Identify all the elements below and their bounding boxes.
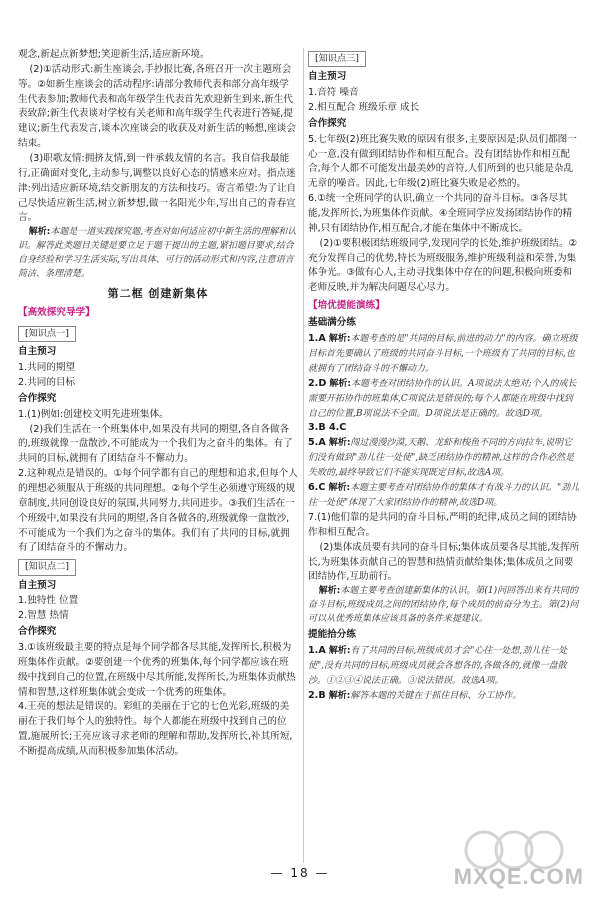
intro-line-3: (3)职歌友情:拥挤友情,到一件承载友情的名言。我自信我最能行,正确面对变化,主动参与,调整以良好心态的情感来应对。指点迷津:列出适应新环境,结交新朋友的方法和技巧。寄言希望:为了让自己尽快适应新生活,树立新梦想,做一名阳光少年,写出自己的青春宣言。: [18, 153, 297, 224]
section-title: 第二框 创建新集体: [107, 287, 209, 301]
analysis-label: 解析:: [28, 227, 51, 238]
left-column: [18, 48, 298, 760]
basic-q1: [308, 332, 580, 377]
kp1-item-2: 2.共同的目标: [18, 376, 76, 388]
ext-q1: [308, 644, 580, 689]
kp3-self-study-heading: 自主预习: [308, 71, 347, 83]
kp2-answer-4: 4.王亮的想法是错误的。彩虹的美丽在于它的七色光彩,班级的美丽在于我们每个人的独特性。每个人都能在班级中找到自己的位置,施展所长;王亮应该寻求老师的理解和帮助,发挥所长,补其所短,不断提高成绩,从而积极参加集体活动。: [18, 701, 293, 757]
analysis-text: 本题是一道实践探究题,考查对如何适应初中新生活的理解和认识。解答此类题目关键是要立足于题干提出的主题,紧扣题目要求,结合自身经验和学习生活实际,写出具体、可行的活动形式和内容,注意语言简洁、条理清楚。: [18, 227, 297, 280]
analysis-text: 闯过漫漫沙漠,天鹅、龙虾和梭鱼不同的方向拉车,说明它们没有做到"劲儿往一处使",缺乏团结协作的精神,这样的合作必然是失败的,最终导致它们不能实现既定目标,故选A项。: [308, 438, 575, 479]
knowledge-point-2-box: [知识点二]: [18, 559, 76, 575]
kp3-answer-6-2: (2)①要积极团结班级同学,发现同学的长处,维护班级团结。②充分发挥自己的优势,特长为班级服务,维护班级利益和荣誉,为集体争光。③做有心人,主动寻找集体中存在的问题,积极向班委和老师反映,并为解决问题尽心尽力。: [308, 237, 578, 294]
kp2-self-study-heading: 自主预习: [18, 579, 57, 591]
knowledge-point-3-box: [知识点三]: [308, 51, 366, 67]
analysis-label: 解析:: [328, 483, 351, 494]
analysis-label: 解析:: [329, 378, 351, 389]
basic-q7-analysis: [308, 585, 580, 627]
basic-q6-answer: 6.C: [308, 482, 326, 494]
ext-q2-answer: 2.B: [308, 689, 326, 701]
analysis-label: 解析:: [328, 646, 351, 656]
column-divider: [303, 48, 304, 863]
basic-q2: [308, 377, 580, 422]
basic-q5-answer: 5.A: [308, 437, 326, 449]
kp2-item-1: 1.独特性 位置: [18, 595, 79, 607]
extension-practice-heading: 提能拾分练: [308, 629, 356, 641]
kp2-cooperative-heading: 合作探究: [18, 626, 57, 638]
analysis-text: 本题考查对团结协作的认识。A项说法太绝对;个人的成长需要开拓协作的班集体,C项说法是错误的;每个人都能在班级中找到自己的位置,B项说法不全面。D项说法是正确的。故选D项。: [308, 378, 577, 419]
ext-q1-answer: 1.A: [308, 645, 326, 656]
kp3-item-1: 1.音符 噪音: [308, 87, 359, 99]
analysis-label: 解析:: [328, 690, 351, 701]
kp3-item-2: 2.相互配合 班级乐章 成长: [308, 101, 420, 113]
analysis-label: 解析:: [328, 438, 351, 449]
watermark-text: MXQE.COM: [453, 863, 584, 889]
kp1-answer-3: 2.这种观点是错误的。①每个同学都有自己的理想和追求,但每个人的理想必须服从于班级的共同理想。②每个学生必须遵守班级的规章制度,共同创设良好的氛围,共同努力,共同进步。③我们生活在一个班级中,如果没有共同的期望,各自各做各的,班级就像一盘散沙,不可能成为一个我们为之奋斗的集体。我们有了共同的目标,就拥有了团结奋斗的不懈动力。: [18, 468, 298, 554]
kp1-item-1: 1.共同的期望: [18, 362, 76, 374]
kp1-answer-1: 1.(1)例如:创建校文明先进班集体。: [18, 408, 169, 420]
page-number: — 18 —: [270, 866, 330, 880]
right-column: [308, 48, 580, 704]
knowledge-point-1-box: [知识点一]: [18, 326, 76, 342]
kp2-item-2: 2.智慧 热情: [18, 610, 69, 622]
analysis-text: 本题考查的是"共同的目标,前进的动力"的内容。确立班级目标首先要确认了班级的共同奋斗目标,一个班级有了共同的目标,也就拥有了团结奋斗的不懈动力。: [308, 333, 578, 374]
basic-q7-2: (2)集体成员要有共同的奋斗目标;集体成员要各尽其能,发挥所长,为班集体贡献自己的智慧和热情贡献给集体;集体成员之间要团结协作,互助前行。: [308, 541, 580, 583]
ext-q2: [308, 689, 580, 704]
basic-q3-q4-answers: 3.B 4.C: [308, 422, 347, 434]
analysis-text: 解答本题的关键在于抓住目标、分工协作。: [350, 690, 522, 701]
heading-efficient-explore: 【高效探究导学】: [18, 307, 95, 319]
analysis-label: 解析:: [328, 333, 351, 344]
analysis-1: [18, 226, 298, 282]
basic-q1-answer: 1.A: [308, 332, 326, 344]
heading-excellence-practice: 【培优提能演练】: [308, 300, 385, 312]
basic-practice-heading: 基础满分练: [308, 317, 356, 328]
analysis-text: 有了共同的目标,班级成员才会"心往一处想,劲儿往一处使",没有共同的目标,班级成员就会各想各的,各做各的,就像一盘散沙。①②③④说法正确。③说法错误。故选A项。: [308, 646, 568, 686]
basic-q6: [308, 481, 580, 511]
analysis-text: 本题主要考查对团结协作的集体才有战斗力的认识。"劲儿往一处使"体现了大家团结协作的精神,故选D项。: [308, 483, 580, 509]
kp1-cooperative-heading: 合作探究: [18, 392, 57, 404]
basic-q7-1: 7.(1)他们靠的是共同的奋斗目标,严明的纪律,成员之间的团结协作和相互配合。: [308, 512, 577, 538]
analysis-text: 本题主要考查创建新集体的认识。第(1)问回答出来有共同的奋斗目标,班级成员之间的团结协作,每个成员的前奋分为主。第(2)问可以从优秀班集体应该具备的条件来提建议。: [308, 586, 579, 625]
kp2-answer-3: 3.①该班级最主要的特点是每个同学都各尽其能,发挥所长,积极为班集体作贡献。②要创建一个优秀的班集体,每个同学都应该在班级中找到自己的位置,在班级中尽其所能,发挥所长,为班集体贡献热情和智慧,这样班集体就会变成一个优秀的班集体。: [18, 641, 296, 698]
intro-line-1: 观念,新起点新梦想;笑迎新生活,适应新环境。: [18, 49, 210, 60]
basic-q2-answer: 2.D: [308, 377, 327, 389]
kp3-cooperative-heading: 合作探究: [308, 117, 347, 129]
kp3-answer-5: 5.七年级(2)班比赛失败的原因有很多,主要原因是:队员们都图一心一意,没有做到团结协作和相互配合。没有团结协作和相互配合,每个人都不可能发出最美妙的音符,人们所到的也只能是杂乱无章的噪音。因此,七年级(2)班比赛失败是必然的。: [308, 133, 577, 190]
kp1-answer-2: (2)我们生活在一个班集体中,如果没有共同的期望,各自各做各的,班级就像一盘散沙,不可能成为一个我们为之奋斗的集体。有了共同的目标,就拥有了团结奋斗不懈动力。: [18, 423, 293, 465]
kp3-answer-6: 6.①统一全班同学的认识,确立一个共同的奋斗目标。③各尽其能,发挥所长,为班集体作贡献。④全班同学应发扬团结协作的精神,只有团结协作,相互配合,才能在集体中不断成长。: [308, 193, 573, 234]
basic-q5: [308, 436, 580, 481]
analysis-label: 解析:: [318, 586, 341, 597]
kp1-self-study-heading: 自主预习: [18, 346, 57, 358]
intro-line-2: (2)①活动形式:新生座谈会,手抄报比赛,各班召开一次主题班会等。②如新生座谈会的活动程序:请部分教师代表和部分高年级学生代表参加;教师代表和高年级学生代表首先欢迎新生到来,新生代表致辞;新生代表谈对学校有关老师和高年级学生代表进行答疑,提建议;新生代表发言,谈本次座谈会的收获及对新生活的畅想,座谈会结束。: [18, 63, 296, 150]
